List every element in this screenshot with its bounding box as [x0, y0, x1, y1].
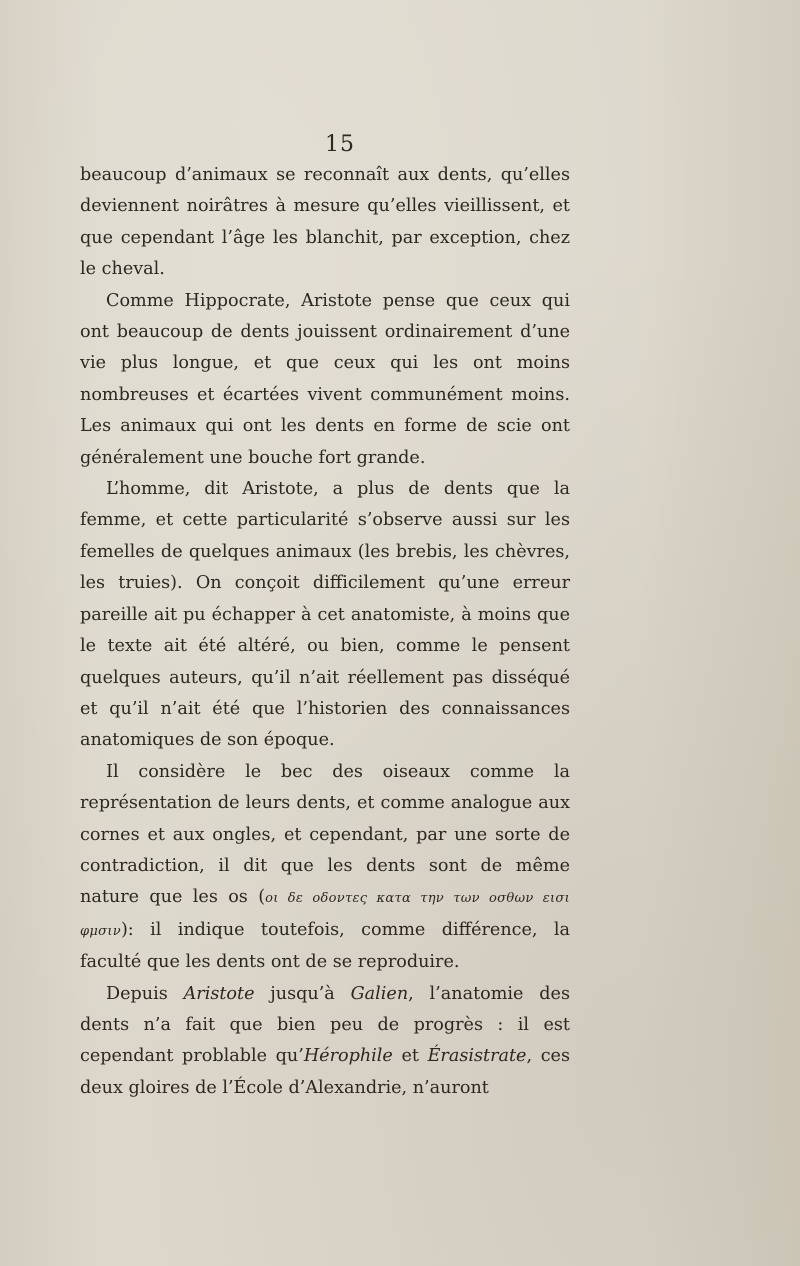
paragraph-5-text-c: , l’anatomie des dents n’a fait que bien peu de progrès : il est cependant problable qu’ — [80, 983, 570, 1067]
paragraph-4-text-b: ): il indique toutefois, comme différence, la faculté que les dents ont de se reproduire. — [80, 919, 570, 973]
paragraph-5-text-d: et — [392, 1046, 428, 1067]
paragraph-5-text-a: Depuis — [106, 983, 184, 1004]
name-galien: Galien — [350, 983, 409, 1004]
paragraph-1 — [80, 160, 570, 286]
paragraph-4-text-a: Il considère le bec des oiseaux comme la représentation de leurs dents, et comme analogue aux cornes et aux ongles, et cependant, par une sorte de contradiction, il dit que les dents sont de même nature que les os ( — [80, 761, 570, 908]
paragraph-2 — [80, 286, 570, 474]
greek-quotation: οι δε οδοντες κατα την των οσθων εισι φμσιν — [80, 891, 570, 939]
paragraph-5-text-e: , ces deux gloires de l’École d’Alexandrie, n’auront — [80, 1046, 570, 1098]
paragraph-3 — [80, 474, 570, 757]
paragraph-1-text: beaucoup d’animaux se reconnaît aux dents, qu’elles deviennent noirâtres à mesure qu’elles vieillissent, et que cependant l’âge les blanchit, par exception, chez le cheval. — [80, 165, 570, 280]
paragraph-5-text-b: jusqu’à — [254, 983, 351, 1004]
paragraph-4 — [80, 757, 570, 979]
page-number: 15 — [325, 132, 355, 157]
name-erasistrate: Érasistrate — [427, 1046, 527, 1067]
text-body — [80, 160, 570, 1104]
name-herophile: Hérophile — [303, 1046, 393, 1067]
paragraph-5 — [80, 979, 570, 1105]
paragraph-2-text: Comme Hippocrate, Aristote pense que ceux qui ont beaucoup de dents jouissent ordinairement d’une vie plus longue, et que ceux qui les ont moins nombreuses et écartées vivent communément moins. Les animaux qui ont les dents en forme de scie ont généralement une bouche fort grande. — [80, 290, 570, 468]
name-aristote: Aristote — [183, 983, 255, 1004]
paragraph-3-text: L’homme, dit Aristote, a plus de dents que la femme, et cette particularité s’observe aussi sur les femelles de quelques animaux (les brebis, les chèvres, les truies). On conçoit difficilement qu’une erreur pareille ait pu échapper à cet anatomiste, à moins que le texte ait été altéré, ou bien, comme le pensent quelques auteurs, qu’il n’ait réellement pas disséqué et qu’il n’ait été que l’historien des connaissances anatomiques de son époque. — [80, 479, 570, 751]
